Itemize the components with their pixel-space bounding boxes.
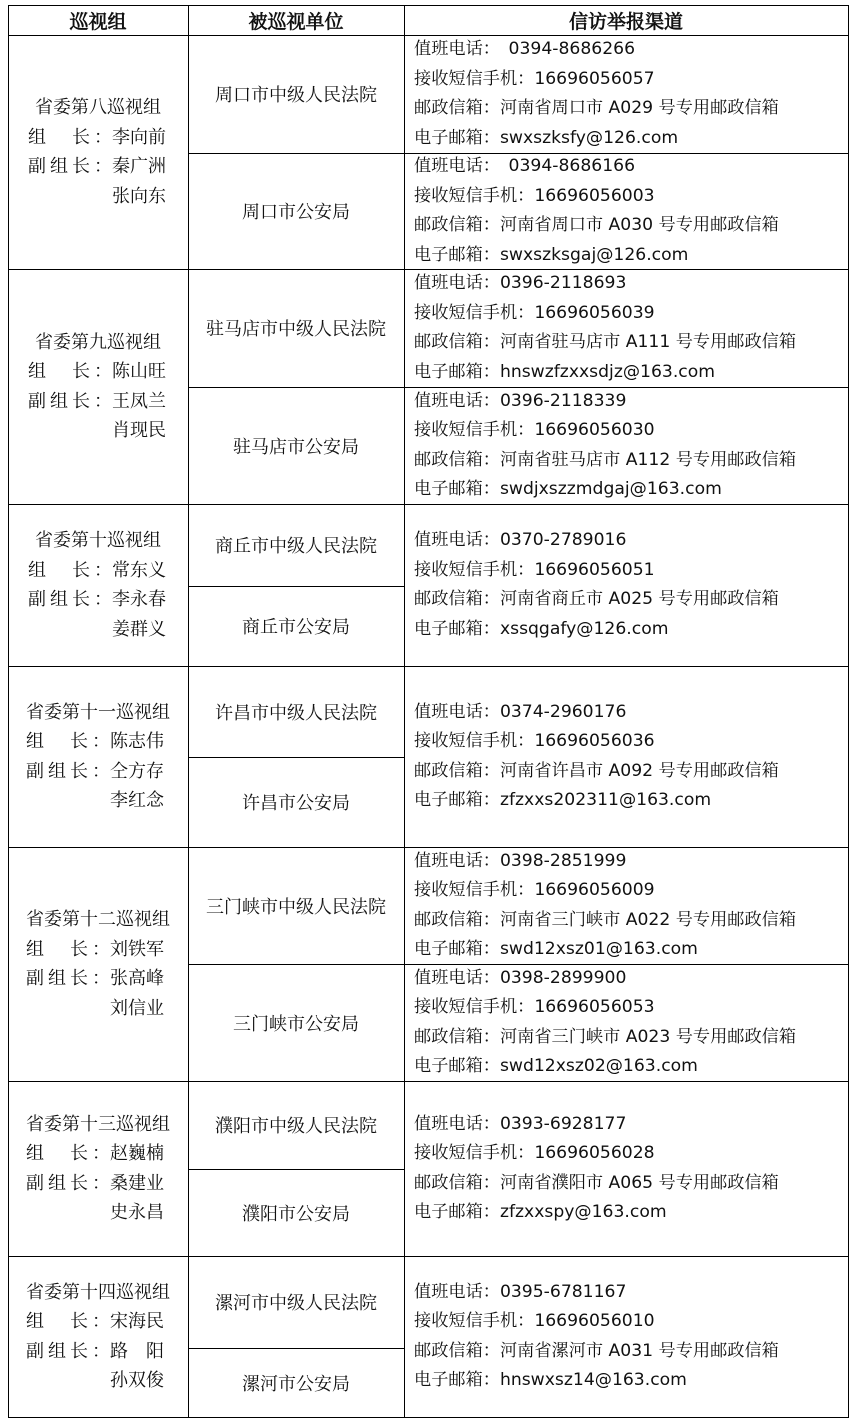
inspected-unit: 三门峡市中级人民法院: [206, 896, 386, 918]
postal-box: 邮政信箱：河南省三门峡市 A023 号专用邮政信箱: [414, 1026, 797, 1047]
deputy-name: 仝方存: [110, 760, 164, 782]
group-info: [26, 905, 170, 1023]
inspected-unit: 漯河市公安局: [242, 1373, 350, 1395]
email-address: 电子邮箱：hnswzfzxxsdjz@163.com: [414, 361, 715, 382]
group-name-text: 省委第十一巡视组: [26, 701, 170, 723]
group-cell: [8, 504, 188, 666]
group-name-text: 省委第八巡视组: [35, 97, 161, 118]
deputy-label: 副组长：: [26, 760, 110, 782]
group-deputy: [26, 964, 166, 994]
group-name-text: 省委第十二巡视组: [26, 909, 170, 930]
duty-phone: 值班电话：0398-2899900: [414, 967, 627, 988]
group-name: [26, 1110, 170, 1140]
deputy-name: 孙双俊: [110, 1370, 164, 1391]
leader-label: 组 长：: [28, 361, 112, 382]
deputy-name: 张向东: [112, 185, 166, 207]
duty-phone: 值班电话：0396-2118693: [414, 273, 627, 293]
group-info: [28, 328, 168, 446]
deputy-name: 李永春: [112, 589, 166, 610]
deputy-name: 路 阳: [110, 1340, 164, 1362]
group-deputy: [28, 152, 168, 182]
contact-block: [404, 847, 848, 964]
inspected-unit: 许昌市中级人民法院: [215, 702, 377, 724]
postal-box: 邮政信箱：河南省周口市 A030 号专用邮政信箱: [414, 215, 779, 235]
group-cell: [8, 666, 188, 847]
leader-label: 组 长：: [26, 938, 110, 960]
deputy-name: 刘信业: [110, 997, 164, 1019]
group-info: [28, 526, 168, 644]
sms-phone: 接收短信手机：16696056051: [414, 559, 655, 580]
inspected-unit: 漯河市中级人民法院: [215, 1293, 377, 1314]
leader-name: 陈山旺: [112, 361, 166, 382]
group-info: [28, 93, 168, 211]
deputy-label: 副组长：: [26, 1172, 110, 1194]
sms-phone: 接收短信手机：16696056009: [414, 880, 655, 900]
email-address: 电子邮箱：swd12xsz02@163.com: [414, 1056, 698, 1076]
inspected-unit: 濮阳市公安局: [242, 1203, 350, 1225]
email-address: 电子邮箱：xssqgafy@126.com: [414, 618, 669, 639]
group-info: [26, 1110, 170, 1228]
group-deputy: [26, 786, 166, 816]
postal-box: 邮政信箱：河南省商丘市 A025 号专用邮政信箱: [414, 589, 779, 609]
deputy-name: 姜群义: [112, 618, 166, 640]
leader-name: 陈志伟: [110, 731, 164, 752]
email-address: 电子邮箱：zfzxxs202311@163.com: [414, 790, 712, 810]
group-deputy: [28, 182, 168, 212]
leader-name: 宋海民: [110, 1311, 164, 1332]
group-name-text: 省委第十三巡视组: [26, 1113, 170, 1135]
group-name-text: 省委第十四巡视组: [26, 1281, 170, 1303]
postal-box: 邮政信箱：河南省驻马店市 A111 号专用邮政信箱: [414, 332, 797, 352]
postal-box: 邮政信箱：河南省濮阳市 A065 号专用邮政信箱: [414, 1172, 779, 1193]
inspected-unit: 驻马店市公安局: [233, 436, 359, 458]
group-name: [35, 526, 161, 556]
duty-phone: 值班电话：0395-6781167: [414, 1281, 627, 1302]
duty-phone: 值班电话： 0394-8686166: [414, 156, 636, 176]
group-name: [35, 328, 161, 358]
leader-label: 组 长：: [26, 731, 110, 752]
inspected-unit: 商丘市公安局: [242, 617, 350, 638]
contact-block: [404, 153, 848, 269]
email-address: 电子邮箱：zfzxxspy@163.com: [414, 1202, 667, 1222]
deputy-label: 副组长：: [28, 589, 112, 610]
header-channel: 信访举报渠道: [568, 10, 683, 33]
group-info: [26, 698, 170, 816]
deputy-label: 副组长：: [26, 1340, 110, 1362]
contact-block: [404, 269, 848, 387]
sms-phone: 接收短信手机：16696056036: [414, 731, 655, 751]
group-deputy: [26, 1198, 166, 1228]
leader-label: 组 长：: [28, 559, 112, 581]
group-deputy: [26, 1337, 166, 1367]
sms-phone: 接收短信手机：16696056003: [414, 185, 655, 206]
header-unit: 被巡视单位: [248, 10, 344, 33]
deputy-name: 张高峰: [110, 968, 164, 989]
contact-block: [404, 504, 848, 666]
group-info: [26, 1278, 170, 1396]
inspected-unit: 周口市中级人民法院: [215, 85, 377, 106]
group-name-text: 省委第十巡视组: [35, 530, 161, 551]
table-row-border: [8, 5, 849, 6]
email-address: 电子邮箱：hnswxsz14@163.com: [414, 1370, 687, 1390]
contact-block: [404, 964, 848, 1081]
postal-box: 邮政信箱：河南省漯河市 A031 号专用邮政信箱: [414, 1340, 779, 1361]
duty-phone: 值班电话：0393-6928177: [414, 1113, 627, 1134]
inspected-unit: 驻马店市中级人民法院: [206, 319, 386, 340]
duty-phone: 值班电话： 0394-8686266: [414, 39, 636, 59]
deputy-name: 桑建业: [110, 1172, 164, 1194]
group-deputy: [28, 615, 168, 645]
group-leader: [26, 1307, 166, 1337]
email-address: 电子邮箱：swxszksfy@126.com: [414, 127, 679, 148]
inspected-unit: 商丘市中级人民法院: [215, 536, 377, 557]
group-cell: [8, 35, 188, 269]
postal-box: 邮政信箱：河南省驻马店市 A112 号专用邮政信箱: [414, 449, 797, 470]
header-group: 巡视组: [69, 10, 127, 33]
sms-phone: 接收短信手机：16696056028: [414, 1143, 655, 1163]
group-leader: [28, 556, 168, 586]
group-leader: [26, 727, 166, 757]
table-row-border: [8, 1417, 849, 1418]
group-deputy: [26, 1366, 166, 1396]
contact-block: [404, 35, 848, 153]
group-deputy: [28, 387, 168, 417]
email-address: 电子邮箱：swxszksgaj@126.com: [414, 244, 689, 265]
sms-phone: 接收短信手机：16696056010: [414, 1311, 655, 1331]
group-deputy: [26, 994, 166, 1024]
deputy-label: 副组长：: [28, 156, 112, 177]
postal-box: 邮政信箱：河南省三门峡市 A022 号专用邮政信箱: [414, 909, 797, 930]
group-name: [26, 1278, 170, 1308]
group-cell: [8, 1256, 188, 1417]
leader-name: 李向前: [112, 126, 166, 148]
group-cell: [8, 847, 188, 1081]
group-name: [26, 905, 170, 935]
leader-label: 组 长：: [28, 126, 112, 148]
sms-phone: 接收短信手机：16696056030: [414, 420, 655, 440]
duty-phone: 值班电话：0374-2960176: [414, 701, 627, 722]
email-address: 电子邮箱：swd12xsz01@163.com: [414, 939, 698, 959]
deputy-name: 史永昌: [110, 1202, 164, 1223]
group-name: [26, 698, 170, 728]
sms-phone: 接收短信手机：16696056053: [414, 997, 655, 1017]
group-leader: [28, 357, 168, 387]
contact-block: [404, 1081, 848, 1256]
contact-block: [404, 387, 848, 504]
deputy-name: 肖现民: [112, 420, 166, 441]
group-cell: [8, 269, 188, 504]
inspected-unit: 周口市公安局: [242, 202, 350, 223]
deputy-name: 秦广洲: [112, 156, 166, 177]
group-cell: [8, 1081, 188, 1256]
deputy-name: 李红念: [110, 790, 164, 811]
sms-phone: 接收短信手机：16696056057: [414, 68, 655, 89]
contact-block: [404, 1256, 848, 1417]
group-deputy: [28, 416, 168, 446]
inspected-unit: 三门峡市公安局: [233, 1013, 359, 1035]
group-leader: [28, 123, 168, 153]
postal-box: 邮政信箱：河南省许昌市 A092 号专用邮政信箱: [414, 760, 779, 781]
deputy-name: 王凤兰: [112, 390, 166, 412]
group-name-text: 省委第九巡视组: [35, 331, 161, 353]
duty-phone: 值班电话：0370-2789016: [414, 530, 627, 550]
group-deputy: [28, 585, 168, 615]
group-leader: [26, 1139, 166, 1169]
leader-name: 刘铁军: [110, 938, 164, 960]
duty-phone: 值班电话：0396-2118339: [414, 390, 627, 411]
inspected-unit: 许昌市公安局: [242, 793, 350, 814]
postal-box: 邮政信箱：河南省周口市 A029 号专用邮政信箱: [414, 98, 779, 118]
group-deputy: [26, 757, 166, 787]
inspected-unit: 濮阳市中级人民法院: [215, 1116, 377, 1137]
deputy-label: 副组长：: [26, 968, 110, 989]
sms-phone: 接收短信手机：16696056039: [414, 302, 655, 323]
contact-block: [404, 666, 848, 847]
deputy-label: 副组长：: [28, 390, 112, 412]
duty-phone: 值班电话：0398-2851999: [414, 850, 627, 871]
leader-label: 组 长：: [26, 1311, 110, 1332]
group-name: [35, 93, 161, 123]
group-leader: [26, 935, 166, 965]
table-column-border: [848, 5, 849, 1417]
leader-name: 赵巍楠: [110, 1143, 164, 1164]
email-address: 电子邮箱：swdjxszzmdgaj@163.com: [414, 479, 722, 499]
leader-name: 常东义: [112, 559, 166, 581]
group-deputy: [26, 1169, 166, 1199]
leader-label: 组 长：: [26, 1143, 110, 1164]
